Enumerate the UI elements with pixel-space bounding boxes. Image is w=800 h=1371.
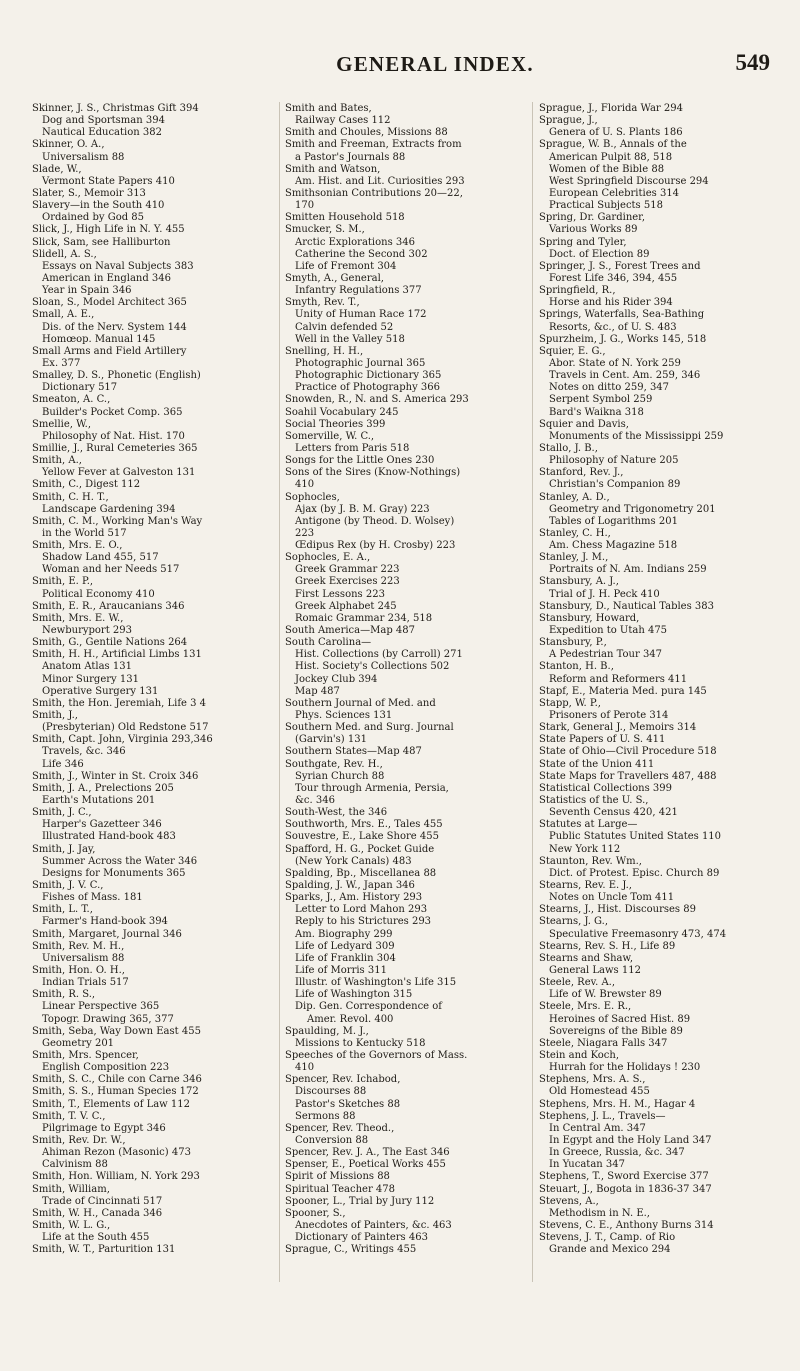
index-subentry: Earth's Mutations 201 (42, 795, 156, 807)
index-entry: Smith, C. H. T., (32, 491, 109, 503)
index-entry: South-West, the 346 (285, 807, 388, 819)
index-entry: State Papers of U. S. 411 (539, 734, 666, 746)
index-subentry: Prisoners of Perote 314 (549, 710, 669, 722)
column-divider (279, 102, 280, 1282)
index-column-1 (32, 103, 272, 1256)
index-subentry: Genera of U. S. Plants 186 (549, 127, 683, 139)
index-entry: Spring and Tyler, (539, 236, 627, 248)
index-subentry: Notes on Uncle Tom 411 (549, 892, 675, 904)
index-subentry: Tables of Logarithms 201 (549, 515, 678, 527)
index-entry: Stein and Koch, (539, 1049, 620, 1061)
index-subentry: Resorts, &c., of U. S. 483 (549, 321, 677, 333)
index-entry: State of the Union 411 (539, 758, 655, 770)
index-entry: Stephens, T., Sword Exercise 377 (539, 1171, 709, 1183)
index-entry: Smucker, S. M., (285, 224, 365, 236)
index-entry: Southern States—Map 487 (285, 746, 422, 758)
index-subentry: Anecdotes of Painters, &c. 463 (295, 1219, 452, 1231)
index-entry: Stansbury, P., (539, 637, 607, 649)
index-subentry: Travels in Cent. Am. 259, 346 (549, 370, 701, 382)
index-entry: South America—Map 487 (285, 625, 415, 637)
index-entry: Stearns, Rev. S. H., Life 89 (539, 940, 676, 952)
index-entry: Staunton, Rev. Wm., (539, 855, 642, 867)
index-subentry: In Central Am. 347 (549, 1122, 646, 1134)
index-subentry: Year in Spain 346 (42, 285, 132, 297)
index-subentry: Dictionary 517 (42, 382, 118, 394)
index-subentry: Heroines of Sacred Hist. 89 (549, 1013, 691, 1025)
index-subentry: Doct. of Election 89 (549, 248, 650, 260)
index-subentry: Grande and Mexico 294 (549, 1244, 671, 1256)
index-subentry: Amer. Revol. 400 (307, 1013, 394, 1025)
index-subentry: Geometry 201 (42, 1037, 115, 1049)
index-entry: Southern Med. and Surg. Journal (285, 722, 454, 734)
index-entry: Statistical Collections 399 (539, 782, 672, 794)
index-subentry: In Greece, Russia, &c. 347 (549, 1147, 685, 1159)
index-entry: Smith, T., Elements of Law 112 (32, 1098, 190, 1110)
index-entry: Snowden, R., N. and S. America 293 (285, 394, 469, 406)
index-subentry: Linear Perspective 365 (42, 1001, 160, 1013)
index-entry: Smith, W. L. G., (32, 1219, 111, 1231)
index-entry: Steuart, J., Bogota in 1836-37 347 (539, 1183, 712, 1195)
index-subentry: Newburyport 293 (42, 625, 132, 637)
index-subentry: Monuments of the Mississippi 259 (549, 430, 724, 442)
index-subentry: Discourses 88 (295, 1086, 367, 1098)
index-entry: Stephens, Mrs. A. S., (539, 1074, 646, 1086)
index-entry: Stearns, J., Hist. Discourses 89 (539, 904, 696, 916)
index-subentry: Greek Alphabet 245 (295, 600, 397, 612)
index-subentry: Philosophy of Nat. Hist. 170 (42, 430, 185, 442)
index-entry: Slidell, A. S., (32, 248, 97, 260)
index-entry: Smith, E. P., (32, 576, 94, 588)
index-entry: Spafford, H. G., Pocket Guide (285, 843, 435, 855)
index-entry: Smith, the Hon. Jeremiah, Life 3 4 (32, 697, 207, 709)
index-entry: Statistics of the U. S., (539, 795, 649, 807)
index-entry: Smith and Freeman, Extracts from (285, 139, 462, 151)
index-entry: Songs for the Little Ones 230 (285, 455, 435, 467)
index-entry: Smalley, D. S., Phonetic (English) (32, 370, 201, 382)
index-subentry: European Celebrities 314 (549, 187, 680, 199)
index-subentry: Life of Washington 315 (295, 989, 413, 1001)
index-subentry: Builder's Pocket Comp. 365 (42, 406, 183, 418)
index-subentry: American Pulpit 88, 518 (549, 151, 673, 163)
index-entry: Slavery—in the South 410 (32, 200, 165, 212)
index-subentry: Conversion 88 (295, 1134, 369, 1146)
index-entry: Smith, Mrs. Spencer, (32, 1049, 139, 1061)
index-entry: Stark, General J., Memoirs 314 (539, 722, 697, 734)
index-subentry: Nautical Education 382 (42, 127, 162, 139)
index-subentry: Operative Surgery 131 (42, 685, 159, 697)
index-entry: Spencer, Rev. Theod., (285, 1122, 395, 1134)
index-subentry: Œdipus Rex (by H. Crosby) 223 (295, 540, 456, 552)
index-subentry: Life of Ledyard 309 (295, 940, 395, 952)
index-subentry: Calvinism 88 (42, 1159, 108, 1171)
page-header (0, 52, 800, 80)
index-entry: Smith and Watson, (285, 163, 381, 175)
index-entry: Smith, W. H., Canada 346 (32, 1207, 163, 1219)
index-subentry: New York 112 (549, 843, 621, 855)
index-entry: Southern Journal of Med. and (285, 697, 436, 709)
index-column-3 (539, 103, 779, 1256)
index-subentry: Designs for Monuments 365 (42, 867, 186, 879)
index-subentry: Photographic Journal 365 (295, 357, 426, 369)
index-subentry: Indian Trials 517 (42, 977, 129, 989)
index-entry: Stearns, Rev. E. J., (539, 880, 632, 891)
index-entry: Smith, J. C., (32, 807, 92, 819)
index-subentry: Hurrah for the Holidays ! 230 (549, 1062, 701, 1074)
index-entry: Smith, Mrs. E. O., (32, 540, 123, 552)
index-entry: Sprague, J., Florida War 294 (539, 103, 683, 114)
index-entry: Spalding, J. W., Japan 346 (285, 880, 415, 891)
index-subentry: In Yucatan 347 (549, 1159, 625, 1171)
index-entry: Sparks, J., Am. History 293 (285, 892, 423, 904)
index-entry: Small Arms and Field Artillery (32, 345, 187, 357)
index-entry: Steele, Rev. A., (539, 977, 616, 989)
index-entry: Smith, T. V. C., (32, 1110, 106, 1122)
index-subentry: Life of W. Brewster 89 (549, 989, 662, 1001)
index-subentry: Practical Subjects 518 (549, 200, 663, 212)
index-entry: Smith, C. M., Working Man's Way (32, 515, 203, 527)
index-subentry: Political Economy 410 (42, 588, 155, 600)
index-subentry: Expedition to Utah 475 (549, 625, 668, 637)
index-entry: Stanley, J. M., (539, 552, 609, 564)
index-subentry: Greek Exercises 223 (295, 576, 400, 588)
index-entry: Smith, J., (32, 710, 78, 722)
index-subentry: Jockey Club 394 (295, 673, 378, 685)
index-entry: Southworth, Mrs. E., Tales 455 (285, 819, 443, 831)
index-entry: Steele, Mrs. E. R., (539, 1001, 632, 1013)
index-entry: Southgate, Rev. H., (285, 758, 383, 770)
index-subentry: Missions to Kentucky 518 (295, 1037, 426, 1049)
index-subentry: (Presbyterian) Old Redstone 517 (42, 722, 209, 734)
index-entry: Slater, S., Memoir 313 (32, 187, 146, 199)
index-subentry: 410 (295, 1062, 315, 1074)
index-subentry: 170 (295, 200, 315, 212)
index-subentry: Dict. of Protest. Episc. Church 89 (549, 867, 720, 879)
index-subentry: Christian's Companion 89 (549, 479, 681, 491)
index-subentry: First Lessons 223 (295, 588, 385, 600)
index-subentry: Summer Across the Water 346 (42, 855, 198, 867)
index-entry: Smith, L. T., (32, 904, 93, 916)
index-subentry: Woman and her Needs 517 (42, 564, 180, 576)
index-subentry: Homœop. Manual 145 (42, 333, 156, 345)
index-subentry: Hist. Collections (by Carroll) 271 (295, 649, 463, 661)
index-subentry: Map 487 (295, 685, 340, 697)
index-subentry: Pastor's Sketches 88 (295, 1098, 401, 1110)
index-entry: Sprague, C., Writings 455 (285, 1244, 417, 1256)
index-entry: Sophocles, E. A., (285, 552, 371, 564)
index-subentry: Syrian Church 88 (295, 770, 385, 782)
index-subentry: Speculative Freemasonry 473, 474 (549, 928, 727, 940)
index-subentry: Universalism 88 (42, 952, 125, 964)
index-entry: Stevens, J. T., Camp. of Rio (539, 1232, 676, 1244)
index-subentry: Topogr. Drawing 365, 377 (42, 1013, 174, 1025)
index-subentry: (New York Canals) 483 (295, 855, 412, 867)
index-subentry: Well in the Valley 518 (295, 333, 405, 345)
index-subentry: Fishes of Mass. 181 (42, 892, 143, 904)
index-entry: Small, A. E., (32, 309, 95, 321)
index-subentry: Bard's Waikna 318 (549, 406, 644, 418)
index-subentry: Notes on ditto 259, 347 (549, 382, 670, 394)
index-entry: Sloan, S., Model Architect 365 (32, 297, 187, 309)
index-entry: Smith, Hon. William, N. York 293 (32, 1171, 200, 1183)
index-subentry: Vermont State Papers 410 (42, 175, 175, 187)
index-entry: Smith, H. H., Artificial Limbs 131 (32, 649, 202, 661)
index-subentry: Tour through Armenia, Persia, (295, 782, 449, 794)
index-subentry: Women of the Bible 88 (549, 163, 665, 175)
index-subentry: Calvin defended 52 (295, 321, 394, 333)
index-subentry: Dictionary of Painters 463 (295, 1232, 428, 1244)
index-entry: Speeches of the Governors of Mass. (285, 1049, 468, 1061)
index-entry: Stephens, J. L., Travels— (539, 1110, 666, 1122)
index-subentry: Dog and Sportsman 394 (42, 115, 165, 127)
index-subentry: Ordained by God 85 (42, 212, 145, 224)
index-subentry: Seventh Census 420, 421 (549, 807, 678, 819)
index-entry: Smith, W. T., Parturition 131 (32, 1244, 176, 1256)
index-entry: Sprague, W. B., Annals of the (539, 139, 687, 151)
index-entry: Somerville, W. C., (285, 430, 375, 442)
index-subentry: In Egypt and the Holy Land 347 (549, 1134, 712, 1146)
index-entry: Stearns, J. G., (539, 916, 609, 928)
index-entry: Stapp, W. P., (539, 697, 601, 709)
index-entry: Spencer, Rev. J. A., The East 346 (285, 1147, 450, 1159)
index-subentry: 410 (295, 479, 315, 491)
index-subentry: Pilgrimage to Egypt 346 (42, 1122, 166, 1134)
index-entry: Snelling, H. H., (285, 345, 364, 357)
index-entry: Stansbury, Howard, (539, 612, 640, 624)
index-subentry: Farmer's Hand-book 394 (42, 916, 168, 928)
index-subentry: Romaic Grammar 234, 518 (295, 612, 433, 624)
index-column-2 (285, 103, 525, 1256)
index-entry: Stearns and Shaw, (539, 952, 634, 964)
index-entry: Smith, C., Digest 112 (32, 479, 141, 491)
index-entry: Sprague, J., (539, 115, 598, 127)
index-subentry: Letter to Lord Mahon 293 (295, 904, 428, 916)
index-entry: Spencer, Rev. Ichabod, (285, 1074, 401, 1086)
index-entry: Spalding, Bp., Miscellanea 88 (285, 867, 437, 879)
index-subentry: Railway Cases 112 (295, 115, 391, 127)
index-subentry: 223 (295, 527, 315, 539)
index-entry: Statutes at Large— (539, 819, 638, 831)
index-entry: Skinner, O. A., (32, 139, 105, 151)
index-subentry: a Pastor's Journals 88 (295, 151, 406, 163)
index-entry: Smith, Mrs. E. W., (32, 612, 124, 624)
index-entry: Spaulding, M. J., (285, 1025, 369, 1037)
index-entry: Sons of the Sires (Know-Nothings) (285, 467, 461, 479)
index-entry: Spooner, L., Trial by Jury 112 (285, 1195, 435, 1207)
index-subentry: Forest Life 346, 394, 455 (549, 272, 678, 284)
index-subentry: Greek Grammar 223 (295, 564, 400, 576)
index-subentry: Hist. Society's Collections 502 (295, 661, 450, 673)
index-subentry: Unity of Human Race 172 (295, 309, 427, 321)
index-entry: Slick, J., High Life in N. Y. 455 (32, 224, 185, 236)
index-subentry: American in England 346 (42, 272, 172, 284)
index-entry: Smith, J. A., Prelections 205 (32, 782, 174, 794)
index-subentry: Essays on Naval Subjects 383 (42, 260, 194, 272)
index-entry: Skinner, J. S., Christmas Gift 394 (32, 103, 199, 114)
index-entry: Smithsonian Contributions 20—22, (285, 187, 463, 199)
index-entry: Smith, J. Jay, (32, 843, 96, 855)
index-entry: Stevens, A., (539, 1195, 599, 1207)
index-entry: Spenser, E., Poetical Works 455 (285, 1159, 446, 1171)
index-subentry: Reform and Reformers 411 (549, 673, 688, 685)
index-subentry: Arctic Explorations 346 (295, 236, 415, 248)
index-entry: Slade, W., (32, 163, 82, 175)
index-entry: Smith, Capt. John, Virginia 293,346 (32, 734, 213, 746)
index-entry: Spirit of Missions 88 (285, 1171, 390, 1183)
index-subentry: Ex. 377 (42, 357, 81, 369)
index-subentry: English Composition 223 (42, 1062, 170, 1074)
page-title: GENERAL INDEX. (336, 52, 534, 76)
index-entry: Spooner, S., (285, 1207, 346, 1219)
index-entry: Stanley, A. D., (539, 491, 610, 503)
index-entry: Sophocles, (285, 491, 340, 503)
index-entry: Smith, S. S., Human Species 172 (32, 1086, 199, 1098)
index-entry: Springs, Waterfalls, Sea-Bathing (539, 309, 705, 321)
index-entry: Smith, G., Gentile Nations 264 (32, 637, 188, 649)
index-entry: Smith, R. S., (32, 989, 96, 1001)
index-subentry: Am. Hist. and Lit. Curiosities 293 (295, 175, 465, 187)
index-subentry: Old Homestead 455 (549, 1086, 650, 1098)
index-subentry: Minor Surgery 131 (42, 673, 139, 685)
index-subentry: Universalism 88 (42, 151, 125, 163)
index-subentry: Photographic Dictionary 365 (295, 370, 442, 382)
index-entry: Smith and Bates, (285, 103, 372, 114)
index-subentry: Shadow Land 455, 517 (42, 552, 159, 564)
index-subentry: in the World 517 (42, 527, 127, 539)
index-subentry: Trial of J. H. Peck 410 (549, 588, 660, 600)
index-subentry: Catherine the Second 302 (295, 248, 428, 260)
index-subentry: Illustrated Hand-book 483 (42, 831, 176, 843)
index-entry: Smith, Margaret, Journal 346 (32, 928, 182, 940)
index-entry: Stephens, Mrs. H. M., Hagar 4 (539, 1098, 696, 1110)
index-entry: Smith, E. R., Araucanians 346 (32, 600, 185, 612)
index-entry: Stevens, C. E., Anthony Burns 314 (539, 1219, 714, 1231)
page-number: 549 (735, 50, 770, 75)
index-entry: Spurzheim, J. G., Works 145, 518 (539, 333, 707, 345)
index-subentry: General Laws 112 (549, 964, 641, 976)
index-subentry: West Springfield Discourse 294 (549, 175, 709, 187)
index-entry: Squier and Davis, (539, 418, 629, 430)
index-subentry: Trade of Cincinnati 517 (42, 1195, 163, 1207)
index-entry: South Carolina— (285, 637, 372, 649)
index-entry: Springfield, R., (539, 285, 616, 297)
index-entry: Stansbury, A. J., (539, 576, 619, 588)
index-subentry: Dip. Gen. Correspondence of (295, 1001, 443, 1013)
index-subentry: (Garvin's) 131 (295, 734, 367, 746)
index-entry: Stapf, E., Materia Med. pura 145 (539, 685, 707, 697)
index-subentry: Ajax (by J. B. M. Gray) 223 (295, 503, 430, 515)
index-entry: Smith, William, (32, 1183, 110, 1195)
index-entry: Stanford, Rev. J., (539, 467, 624, 479)
index-entry: Smith, A., (32, 455, 82, 467)
index-entry: Smith, Rev. Dr. W., (32, 1134, 126, 1146)
index-entry: State Maps for Travellers 487, 488 (539, 770, 717, 782)
index-subentry: &c. 346 (295, 795, 335, 807)
index-subentry: Serpent Symbol 259 (549, 394, 653, 406)
index-subentry: Illustr. of Washington's Life 315 (295, 977, 457, 989)
index-subentry: Infantry Regulations 377 (295, 285, 422, 297)
index-subentry: Life at the South 455 (42, 1232, 150, 1244)
index-entry: Smeaton, A. C., (32, 394, 111, 406)
index-subentry: Antigone (by Theod. D. Wolsey) (295, 515, 455, 527)
index-entry: Spring, Dr. Gardiner, (539, 212, 646, 224)
column-divider (532, 102, 533, 1282)
index-subentry: Yellow Fever at Galveston 131 (42, 467, 196, 479)
index-subentry: Life of Franklin 304 (295, 952, 396, 964)
index-subentry: Anatom Atlas 131 (42, 661, 132, 673)
index-subentry: Public Statutes United States 110 (549, 831, 722, 843)
index-entry: Smyth, A., General, (285, 272, 384, 284)
index-subentry: Ahiman Rezon (Masonic) 473 (42, 1147, 191, 1159)
index-entry: Stallo, J. B., (539, 442, 598, 454)
index-entry: State of Ohio—Civil Procedure 518 (539, 746, 717, 758)
index-entry: Slick, Sam, see Halliburton (32, 236, 171, 248)
index-entry: Smith, S. C., Chile con Carne 346 (32, 1074, 202, 1086)
index-subentry: Travels, &c. 346 (42, 746, 126, 758)
index-subentry: Horse and his Rider 394 (549, 297, 673, 309)
index-subentry: Am. Chess Magazine 518 (549, 540, 678, 552)
index-entry: Springer, J. S., Forest Trees and (539, 260, 701, 272)
index-subentry: Phys. Sciences 131 (295, 710, 393, 722)
index-subentry: Abor. State of N. York 259 (549, 357, 681, 369)
index-subentry: Dis. of the Nerv. System 144 (42, 321, 187, 333)
index-subentry: A Pedestrian Tour 347 (549, 649, 663, 661)
index-entry: Smith, Hon. O. H., (32, 964, 125, 976)
index-entry: Smillie, J., Rural Cemeteries 365 (32, 442, 198, 454)
index-subentry: Landscape Gardening 394 (42, 503, 176, 515)
index-subentry: Letters from Paris 518 (295, 442, 410, 454)
index-subentry: Methodism in N. E., (549, 1207, 650, 1219)
index-entry: Smitten Household 518 (285, 212, 405, 224)
index-entry: Smith, J. V. C., (32, 880, 104, 891)
index-subentry: Reply to his Strictures 293 (295, 916, 432, 928)
index-subentry: Practice of Photography 366 (295, 382, 441, 394)
index-subentry: Geometry and Trigonometry 201 (549, 503, 716, 515)
index-entry: Smyth, Rev. T., (285, 297, 360, 309)
index-entry: Stanton, H. B., (539, 661, 614, 673)
index-subentry: Life of Fremont 304 (295, 260, 397, 272)
index-entry: Squier, E. G., (539, 345, 606, 357)
index-entry: Souvestre, E., Lake Shore 455 (285, 831, 439, 843)
index-entry: Stanley, C. H., (539, 527, 611, 539)
index-subentry: Life 346 (42, 758, 84, 770)
index-subentry: Sovereigns of the Bible 89 (549, 1025, 683, 1037)
index-subentry: Sermons 88 (295, 1110, 356, 1122)
index-subentry: Am. Biography 299 (295, 928, 393, 940)
index-subentry: Harper's Gazetteer 346 (42, 819, 162, 831)
index-entry: Smith, Seba, Way Down East 455 (32, 1025, 201, 1037)
index-entry: Smellie, W., (32, 418, 92, 430)
index-subentry: Portraits of N. Am. Indians 259 (549, 564, 707, 576)
index-subentry: Various Works 89 (549, 224, 638, 236)
index-subentry: Philosophy of Nature 205 (549, 455, 679, 467)
index-subentry: Life of Morris 311 (295, 964, 387, 976)
index-entry: Social Theories 399 (285, 418, 386, 430)
index-entry: Soahil Vocabulary 245 (285, 406, 399, 418)
index-entry: Smith, J., Winter in St. Croix 346 (32, 770, 199, 782)
index-entry: Spiritual Teacher 478 (285, 1183, 396, 1195)
index-entry: Stansbury, D., Nautical Tables 383 (539, 600, 714, 612)
index-entry: Smith, Rev. M. H., (32, 940, 125, 952)
index-entry: Smith and Choules, Missions 88 (285, 127, 448, 139)
index-entry: Steele, Niagara Falls 347 (539, 1037, 668, 1049)
